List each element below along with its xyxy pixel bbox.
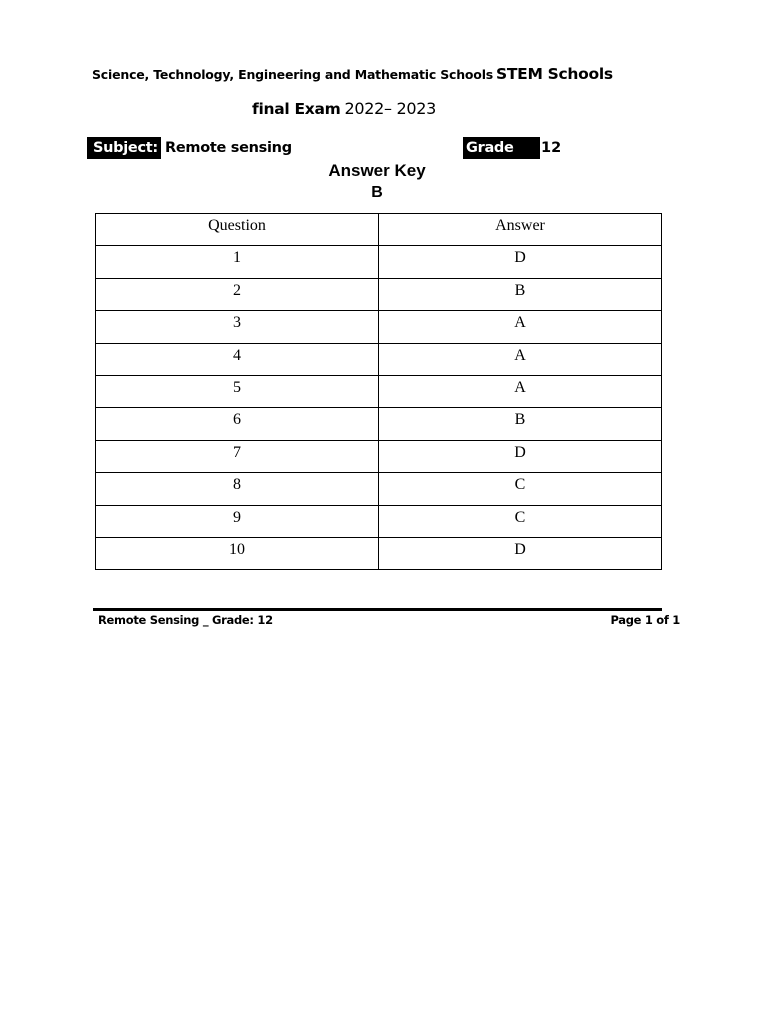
table-row	[96, 375, 662, 407]
footer-course-info: Remote Sensing _ Grade: 12	[98, 613, 273, 627]
table-row	[96, 246, 662, 278]
question-number: 3	[96, 311, 379, 343]
question-number: 1	[96, 246, 379, 278]
table-row	[96, 505, 662, 537]
answer-letter: A	[379, 343, 662, 375]
question-number: 2	[96, 278, 379, 310]
table-row	[96, 473, 662, 505]
answer-letter: C	[379, 505, 662, 537]
question-number: 4	[96, 343, 379, 375]
school-name: Science, Technology, Engineering and Mathematic Schools	[92, 67, 494, 82]
answer-letter: C	[379, 473, 662, 505]
answer-key-title: Answer Key	[328, 161, 426, 180]
table-row	[96, 440, 662, 472]
footer-page-number: Page 1 of 1	[610, 613, 680, 627]
answer-letter: A	[379, 375, 662, 407]
column-header-question: Question	[96, 214, 379, 246]
answer-key-version: B	[371, 184, 383, 201]
question-number: 5	[96, 375, 379, 407]
school-short-name: STEM Schools	[496, 65, 613, 83]
question-number: 6	[96, 408, 379, 440]
answer-letter: A	[379, 311, 662, 343]
subject-label: Subject:	[87, 137, 161, 159]
grade-value: 12	[541, 140, 562, 156]
answer-letter: D	[379, 537, 662, 569]
exam-title	[252, 99, 436, 118]
footer-divider	[93, 608, 662, 611]
table-header-row	[96, 214, 662, 246]
table-row	[96, 311, 662, 343]
table-row	[96, 343, 662, 375]
exam-year: 2022– 2023	[344, 99, 436, 118]
answer-table	[95, 213, 662, 570]
answer-letter: D	[379, 440, 662, 472]
answer-letter: D	[379, 246, 662, 278]
answer-letter: B	[379, 278, 662, 310]
grade-label: Grade	[463, 137, 540, 159]
exam-label: final Exam	[252, 100, 341, 118]
table-row	[96, 537, 662, 569]
subject-value: Remote sensing	[165, 140, 292, 156]
question-number: 7	[96, 440, 379, 472]
column-header-answer: Answer	[379, 214, 662, 246]
question-number: 8	[96, 473, 379, 505]
answer-letter: B	[379, 408, 662, 440]
school-header	[92, 64, 613, 83]
question-number: 9	[96, 505, 379, 537]
table-row	[96, 408, 662, 440]
question-number: 10	[96, 537, 379, 569]
table-row	[96, 278, 662, 310]
